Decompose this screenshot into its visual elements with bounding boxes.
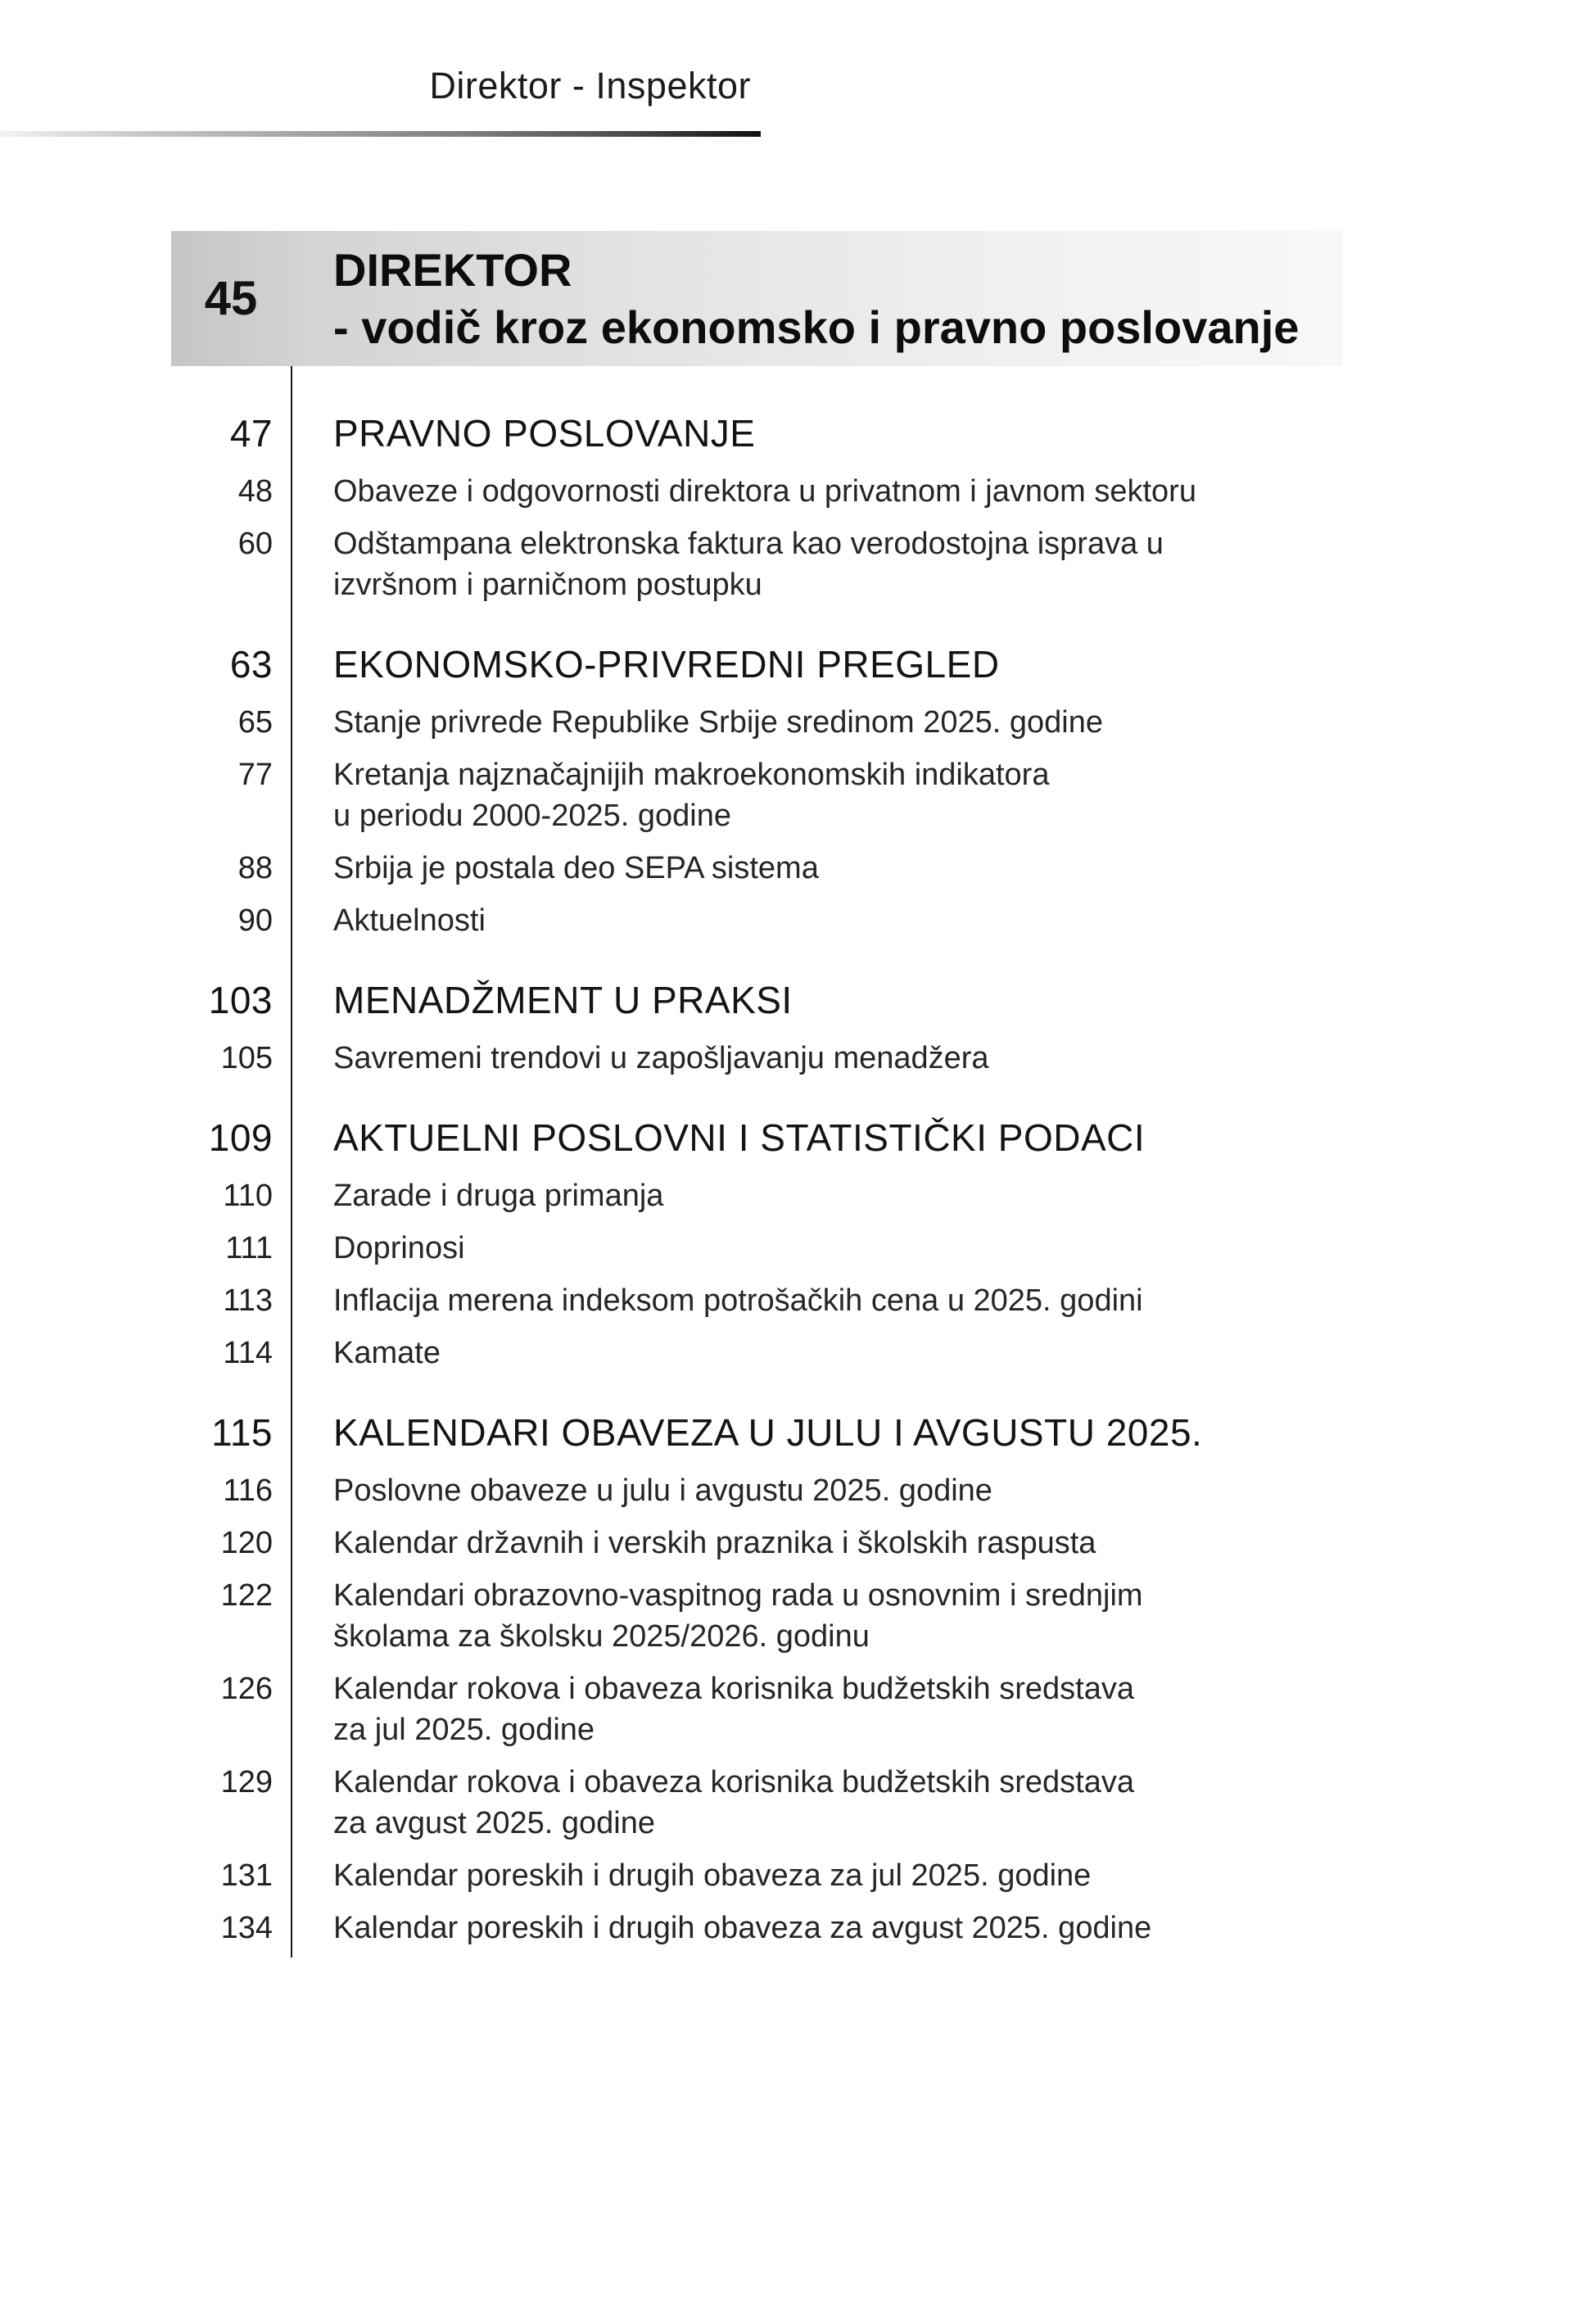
- toc-entry-title-line: Aktuelnosti: [333, 903, 486, 938]
- toc-row: [171, 1410, 1449, 1455]
- toc-entry-title-line: Kalendar rokova i obaveza korisnika budžetskih sredstava: [333, 1765, 1134, 1799]
- toc-row: [171, 1523, 1449, 1564]
- featured-title-line1: DIREKTOR: [333, 243, 572, 296]
- toc-entry-title: [291, 1410, 1202, 1455]
- toc-page-number: 120: [220, 1526, 273, 1560]
- toc-entry-title: [291, 702, 1103, 743]
- toc-entry-title-line: MENADŽMENT U PRAKSI: [333, 979, 793, 1021]
- toc-entry-title: [291, 977, 793, 1023]
- toc-page-number: 126: [220, 1672, 273, 1706]
- toc-entry-title: [291, 410, 756, 456]
- toc-page-number: 116: [223, 1473, 273, 1508]
- toc-entry-title-line: Inflacija merena indeksom potrošačkih cena u 2025. godini: [333, 1283, 1143, 1318]
- toc-entry-title-line: KALENDARI OBAVEZA U JULU I AVGUSTU 2025.: [333, 1411, 1203, 1454]
- toc-entry-title-line: za avgust 2025. godine: [333, 1806, 655, 1840]
- toc-row: [171, 848, 1449, 889]
- toc-row: [171, 1908, 1449, 1949]
- toc-entry-title-line: Kalendar rokova i obaveza korisnika budžetskih sredstava: [333, 1672, 1134, 1706]
- toc-row: [171, 1668, 1449, 1750]
- toc-entry-title: [291, 1038, 989, 1079]
- toc-entry-title-line: PRAVNO POSLOVANJE: [333, 412, 756, 455]
- toc-page-number: 131: [220, 1858, 273, 1893]
- toc-row: [171, 1228, 1449, 1269]
- toc-row: [171, 1280, 1449, 1321]
- toc-row: [171, 1762, 1449, 1844]
- toc-entry-title: [291, 523, 1164, 605]
- toc-entry-title: [291, 1228, 465, 1269]
- toc-page-number: 48: [237, 474, 273, 509]
- toc-page-number: 103: [208, 979, 273, 1021]
- toc-page-number: 134: [220, 1911, 273, 1945]
- toc-entry-title: [291, 1575, 1143, 1657]
- page-title: Direktor - Inspektor: [429, 65, 751, 106]
- toc-entry-title: [291, 641, 1000, 687]
- toc-page-number: 77: [237, 758, 273, 792]
- toc-entry-title-line: Odštampana elektronska faktura kao verodostojna isprava u: [333, 527, 1164, 561]
- masthead-gradient-rule: [0, 131, 761, 137]
- toc-page-number: 90: [237, 903, 273, 938]
- toc-entry-title: [291, 1668, 1134, 1750]
- toc-row: [171, 471, 1449, 512]
- toc-row: [171, 523, 1449, 605]
- toc-row: [171, 977, 1449, 1023]
- toc-entry-title-line: školama za školsku 2025/2026. godinu: [333, 1619, 870, 1654]
- toc-entry-title: [291, 1115, 1145, 1161]
- toc-entry-title-line: Kretanja najznačajnijih makroekonomskih indikatora: [333, 758, 1050, 792]
- toc-entry-title-line: izvršnom i parničnom postupku: [333, 568, 762, 602]
- toc-row: [171, 641, 1449, 687]
- toc-page-number: 114: [223, 1336, 273, 1370]
- toc-page-number: 105: [220, 1041, 273, 1075]
- featured-title: [291, 242, 1299, 356]
- toc-entry-title-line: Obaveze i odgovornosti direktora u privatnom i javnom sektoru: [333, 474, 1196, 509]
- toc-entry-title: [291, 471, 1196, 512]
- toc-entry-title-line: Kalendar poreskih i drugih obaveza za jul 2025. godine: [333, 1858, 1092, 1893]
- toc-entry-title-line: Zarade i druga primanja: [333, 1179, 664, 1213]
- toc-entry-title-line: Srbija je postala deo SEPA sistema: [333, 851, 819, 885]
- toc-entry-title-line: Kamate: [333, 1336, 441, 1370]
- toc-row: [171, 900, 1449, 941]
- toc-page-number: 63: [229, 643, 273, 686]
- toc-row: [171, 1855, 1449, 1896]
- toc-entry-title-line: AKTUELNI POSLOVNI I STATISTIČKI PODACI: [333, 1116, 1146, 1159]
- toc-entry-title-line: Poslovne obaveze u julu i avgustu 2025. godine: [333, 1473, 992, 1508]
- toc-page-number: 88: [237, 851, 273, 885]
- toc-row: [171, 1038, 1449, 1079]
- toc-page-number: 113: [223, 1283, 273, 1318]
- featured-entry: [171, 231, 1343, 366]
- toc-entry-title: [291, 1280, 1143, 1321]
- toc-entry-title: [291, 1855, 1091, 1896]
- toc-row: [171, 1115, 1449, 1161]
- toc-entry-title-line: Kalendar poreskih i drugih obaveza za avgust 2025. godine: [333, 1911, 1152, 1945]
- toc-page-number: 129: [220, 1765, 273, 1799]
- toc-entry-title: [291, 1470, 992, 1511]
- toc-page-number: 47: [229, 412, 273, 455]
- toc-entry-title: [291, 1333, 441, 1374]
- toc-page-number: 115: [211, 1411, 273, 1454]
- table-of-contents: [171, 231, 1449, 1949]
- toc-entry-title: [291, 754, 1049, 836]
- toc-row: [171, 1333, 1449, 1374]
- toc-rows: [171, 410, 1449, 1949]
- toc-row: [171, 702, 1449, 743]
- toc-entry-title: [291, 1908, 1151, 1949]
- toc-page-number: 109: [208, 1116, 273, 1159]
- toc-page-number: 60: [237, 527, 273, 561]
- toc-entry-title-line: Kalendari obrazovno-vaspitnog rada u osnovnim i srednjim: [333, 1578, 1143, 1613]
- toc-entry-title: [291, 848, 819, 889]
- toc-row: [171, 1175, 1449, 1216]
- toc-page-number: 65: [237, 705, 273, 740]
- toc-row: [171, 754, 1449, 836]
- toc-entry-title-line: Doprinosi: [333, 1231, 465, 1265]
- toc-page-number: 122: [220, 1578, 273, 1613]
- toc-page-number: 111: [225, 1231, 273, 1265]
- toc-row: [171, 1470, 1449, 1511]
- featured-title-line2: - vodič kroz ekonomsko i pravno poslovanje: [333, 301, 1300, 353]
- toc-entry-title-line: Stanje privrede Republike Srbije sredinom 2025. godine: [333, 705, 1104, 740]
- toc-entry-title: [291, 900, 486, 941]
- toc-entry-title: [291, 1523, 1096, 1564]
- toc-entry-title-line: Savremeni trendovi u zapošljavanju menadžera: [333, 1041, 989, 1075]
- toc-row: [171, 410, 1449, 456]
- toc-entry-title-line: u periodu 2000-2025. godine: [333, 799, 731, 833]
- toc-entry-title-line: EKONOMSKO-PRIVREDNI PREGLED: [333, 643, 1000, 686]
- toc-entry-title-line: Kalendar državnih i verskih praznika i školskih raspusta: [333, 1526, 1096, 1560]
- toc-entry-title: [291, 1762, 1134, 1844]
- toc-page-number: 110: [223, 1179, 273, 1213]
- featured-page-number: 45: [204, 272, 258, 325]
- toc-entry-title-line: za jul 2025. godine: [333, 1713, 595, 1747]
- toc-row: [171, 1575, 1449, 1657]
- toc-entry-title: [291, 1175, 663, 1216]
